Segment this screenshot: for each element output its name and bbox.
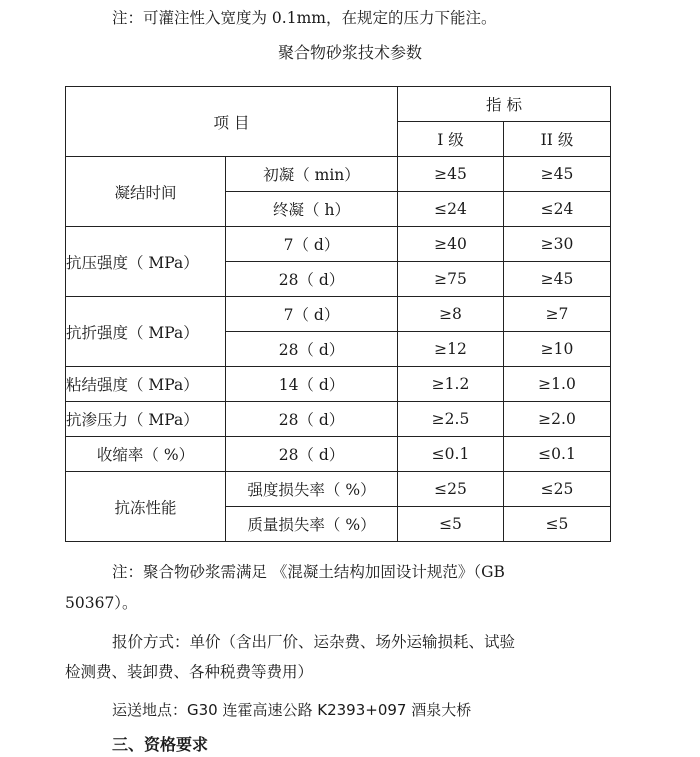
grade1-cell: ≥1.2 (398, 367, 504, 402)
sub-cell: 7（ d） (226, 227, 398, 262)
sub-cell: 强度损失率（ %） (226, 472, 398, 507)
table-title: 聚合物砂浆技术参数 (277, 43, 422, 62)
grade2-cell: ≥10 (504, 332, 611, 367)
header-grade1: I 级 (398, 122, 504, 157)
grade1-cell: ≤5 (398, 507, 504, 542)
grade1-cell: ≤24 (398, 192, 504, 227)
grade2-cell: ≥2.0 (504, 402, 611, 437)
note-bottom-line-1: 注：聚合物砂浆需满足 《混凝土结构加固设计规范》（GB (112, 563, 505, 581)
grade2-cell: ≤0.1 (504, 437, 611, 472)
grade1-cell: ≥2.5 (398, 402, 504, 437)
group-cell: 抗压强度（ MPa） (66, 227, 226, 297)
sub-cell: 28（ d） (226, 437, 398, 472)
header-item: 项 目 (66, 87, 398, 157)
section-heading-qualifications: 三、资格要求 (112, 735, 209, 754)
grade1-cell: ≥40 (398, 227, 504, 262)
spec-table (65, 86, 611, 542)
sub-cell: 28（ d） (226, 402, 398, 437)
note-bottom-line-2: 50367）。 (65, 594, 138, 612)
sub-cell: 终凝（ h） (226, 192, 398, 227)
group-cell: 凝结时间 (66, 157, 226, 227)
grade2-cell: ≤25 (504, 472, 611, 507)
grade1-cell: ≤0.1 (398, 437, 504, 472)
grade2-cell: ≥45 (504, 262, 611, 297)
grade2-cell: ≥7 (504, 297, 611, 332)
grade2-cell: ≥30 (504, 227, 611, 262)
header-index: 指 标 (398, 87, 611, 122)
delivery-location: 运送地点：G30 连霍高速公路 K2393+097 酒泉大桥 (112, 701, 472, 719)
note-top: 注：可灌注性入宽度为 0.1mm，在规定的压力下能注。 (112, 9, 497, 27)
grade1-cell: ≥75 (398, 262, 504, 297)
header-grade2: II 级 (504, 122, 611, 157)
quote-method-line-1: 报价方式：单价（含出厂价、运杂费、场外运输损耗、试验 (112, 633, 516, 651)
sub-cell: 28（ d） (226, 262, 398, 297)
grade1-cell: ≥12 (398, 332, 504, 367)
group-cell: 抗冻性能 (66, 472, 226, 542)
grade1-cell: ≥8 (398, 297, 504, 332)
group-cell: 粘结强度（ MPa） (66, 367, 226, 402)
sub-cell: 14（ d） (226, 367, 398, 402)
grade2-cell: ≤5 (504, 507, 611, 542)
grade1-cell: ≤25 (398, 472, 504, 507)
sub-cell: 28（ d） (226, 332, 398, 367)
grade2-cell: ≥45 (504, 157, 611, 192)
group-cell: 抗折强度（ MPa） (66, 297, 226, 367)
grade1-cell: ≥45 (398, 157, 504, 192)
grade2-cell: ≥1.0 (504, 367, 611, 402)
quote-method-line-2: 检测费、装卸费、各种税费等费用） (65, 663, 314, 681)
group-cell: 收缩率（ %） (66, 437, 226, 472)
group-cell: 抗渗压力（ MPa） (66, 402, 226, 437)
sub-cell: 初凝（ min） (226, 157, 398, 192)
sub-cell: 7（ d） (226, 297, 398, 332)
sub-cell: 质量损失率（ %） (226, 507, 398, 542)
grade2-cell: ≤24 (504, 192, 611, 227)
